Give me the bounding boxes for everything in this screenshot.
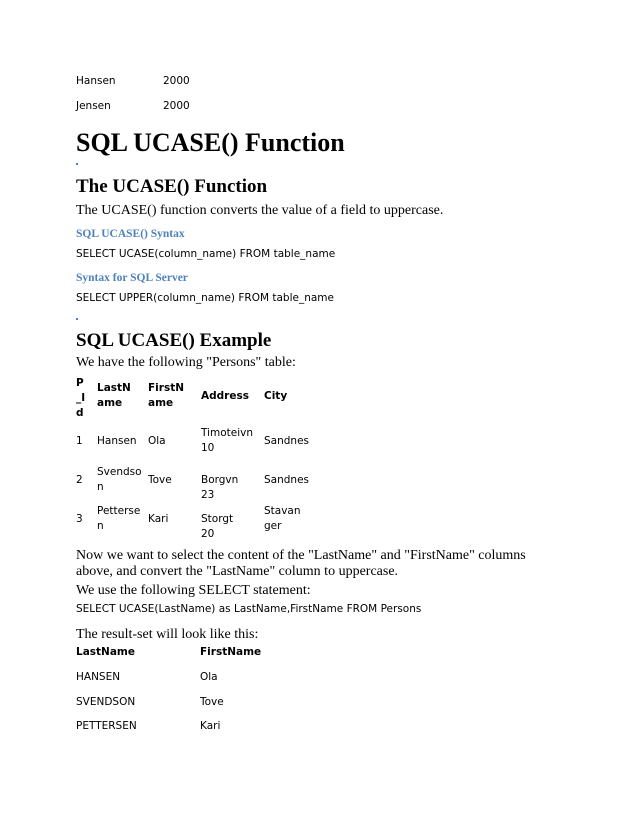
table-cell: Timoteivn 10 (201, 427, 254, 454)
page-title: SQL UCASE() Function (76, 128, 345, 157)
table-cell: 3 (76, 513, 83, 525)
table-cell: Storgt 20 (201, 513, 234, 540)
table-header: FirstName (200, 646, 262, 658)
top-row-value: 2000 (163, 100, 190, 112)
table-cell: PETTERSEN (76, 720, 137, 732)
table-cell: SVENDSON (76, 696, 136, 708)
section-heading-ucase: The UCASE() Function (76, 176, 268, 197)
top-row-name: Jensen (76, 100, 111, 112)
server-syntax-label: Syntax for SQL Server (76, 272, 188, 284)
server-syntax-code: SELECT UPPER(column_name) FROM table_name (76, 292, 334, 304)
explanation-text: Now we want to select the content of the "LastName" and "FirstName" columns above, and convert the "LastName" column to uppercase. (76, 548, 526, 579)
top-row-value: 2000 (163, 75, 190, 87)
table-cell: Stavanger (264, 505, 301, 532)
table-cell: Tove (148, 474, 172, 486)
table-cell: Svendson (97, 466, 142, 493)
table-cell: 2 (76, 474, 83, 486)
result-intro-text: The result-set will look like this: (76, 627, 259, 642)
table-cell: Tove (200, 696, 224, 708)
table-header: LastName (97, 382, 131, 409)
table-cell: Sandnes (264, 474, 310, 486)
bullet-dot (76, 163, 78, 165)
table-cell: Pettersen (97, 505, 141, 532)
table-header: P_Id (76, 377, 86, 419)
description-text: The UCASE() function converts the value of a field to uppercase. (76, 203, 444, 218)
bullet-dot (76, 318, 78, 320)
table-cell: Sandnes (264, 435, 310, 447)
table-cell: Ola (200, 671, 218, 683)
table-cell: Kari (200, 720, 221, 732)
table-header: City (264, 390, 288, 402)
table-cell: Kari (148, 513, 169, 525)
table-header: FirstName (148, 382, 185, 409)
syntax-code: SELECT UCASE(column_name) FROM table_name (76, 248, 336, 260)
use-statement-text: We use the following SELECT statement: (76, 583, 311, 598)
table-header: Address (201, 390, 249, 402)
table-cell: HANSEN (76, 671, 121, 683)
table-cell: Ola (148, 435, 166, 447)
table-cell: Borgvn 23 (201, 474, 239, 501)
table-cell: Hansen (97, 435, 137, 447)
top-row-name: Hansen (76, 75, 116, 87)
section-heading-example: SQL UCASE() Example (76, 330, 272, 351)
select-statement-code: SELECT UCASE(LastName) as LastName,FirstName FROM Persons (76, 603, 422, 615)
intro-text: We have the following "Persons" table: (76, 355, 296, 370)
table-cell: 1 (76, 435, 83, 447)
table-header: LastName (76, 646, 135, 658)
syntax-label: SQL UCASE() Syntax (76, 228, 185, 240)
